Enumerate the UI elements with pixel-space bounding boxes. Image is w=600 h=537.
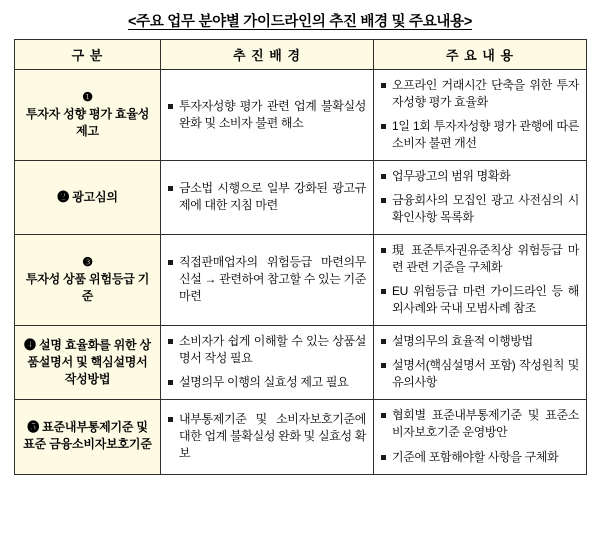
table-header-row bbox=[15, 40, 587, 70]
row-category-label: 설명 효율화를 위한 상품설명서 및 핵심설명서 작성방법 bbox=[27, 337, 151, 386]
background-list bbox=[168, 411, 366, 462]
row-category-cell bbox=[15, 235, 161, 326]
list-item: 금소법 시행으로 일부 강화된 광고규제에 대한 지침 마련 bbox=[168, 180, 366, 214]
background-list bbox=[168, 254, 366, 305]
row-category-label: 투자자 성향 평가 효율성 제고 bbox=[25, 107, 150, 139]
column-header-content: 주 요 내 용 bbox=[374, 40, 587, 70]
row-content-cell bbox=[374, 326, 587, 400]
table-row bbox=[15, 326, 587, 400]
list-item: 기준에 포함해야할 사항을 구체화 bbox=[381, 449, 579, 466]
row-content-cell bbox=[374, 161, 587, 235]
list-item: 現 표준투자권유준칙상 위험등급 마련 관련 기준을 구체화 bbox=[381, 242, 579, 276]
content-list bbox=[381, 333, 579, 391]
table-row bbox=[15, 161, 587, 235]
list-item: 1일 1회 투자자성향 평가 관행에 따른 소비자 불편 개선 bbox=[381, 118, 579, 152]
column-header-background: 추 진 배 경 bbox=[161, 40, 374, 70]
content-list bbox=[381, 77, 579, 152]
row-background-cell bbox=[161, 400, 374, 474]
list-item: 소비자가 쉽게 이해할 수 있는 상품설명서 작성 필요 bbox=[168, 333, 366, 367]
content-list bbox=[381, 168, 579, 226]
page-title: <주요 업무 분야별 가이드라인의 추진 배경 및 주요내용> bbox=[128, 14, 472, 30]
content-list bbox=[381, 407, 579, 465]
table-row bbox=[15, 400, 587, 474]
list-item: 직접판매업자의 위험등급 마련의무 신설 → 관련하여 참고할 수 있는 기준 마련 bbox=[168, 254, 366, 305]
row-background-cell bbox=[161, 161, 374, 235]
guideline-table bbox=[14, 39, 587, 475]
list-item: 설명서(핵심설명서 포함) 작성원칙 및 유의사항 bbox=[381, 357, 579, 391]
row-category-label: 투자성 상품 위험등급 기준 bbox=[25, 272, 150, 304]
row-marker: ❶ bbox=[82, 90, 93, 105]
background-list bbox=[168, 333, 366, 391]
row-content-cell bbox=[374, 400, 587, 474]
list-item: 설명의무의 효율적 이행방법 bbox=[381, 333, 579, 350]
list-item: 설명의무 이행의 실효성 제고 필요 bbox=[168, 374, 366, 391]
row-content-cell bbox=[374, 235, 587, 326]
row-category-cell bbox=[15, 161, 161, 235]
list-item: 내부통제기준 및 소비자보호기준에 대한 업계 불확실성 완화 및 실효성 확보 bbox=[168, 411, 366, 462]
background-list bbox=[168, 180, 366, 214]
list-item-note: EU 위험등급 마련 가이드라인 등 해외사례와 국내 모범사례 참조 bbox=[381, 283, 579, 317]
content-list bbox=[381, 242, 579, 317]
row-marker: ❹ bbox=[24, 337, 36, 352]
row-category-label: 광고심의 bbox=[72, 189, 118, 204]
list-item: 업무광고의 범위 명확화 bbox=[381, 168, 579, 185]
row-category-cell bbox=[15, 400, 161, 474]
table-row bbox=[15, 235, 587, 326]
row-marker: ❸ bbox=[82, 255, 93, 270]
row-category-label: 표준내부통제기준 및 표준 금융소비자보호기준 bbox=[23, 420, 152, 452]
row-background-cell bbox=[161, 70, 374, 161]
row-category-cell bbox=[15, 326, 161, 400]
table-row bbox=[15, 70, 587, 161]
list-item: 투자자성향 평가 관련 업계 불확실성 완화 및 소비자 불편 해소 bbox=[168, 98, 366, 132]
background-list bbox=[168, 98, 366, 132]
row-marker: ❺ bbox=[27, 420, 39, 435]
row-background-cell bbox=[161, 235, 374, 326]
row-background-cell bbox=[161, 326, 374, 400]
list-item: 금융회사의 모집인 광고 사전심의 시 확인사항 목록화 bbox=[381, 192, 579, 226]
row-marker: ❷ bbox=[57, 189, 70, 204]
row-content-cell bbox=[374, 70, 587, 161]
row-category-cell bbox=[15, 70, 161, 161]
list-item: 협회별 표준내부통제기준 및 표준소비자보호기준 운영방안 bbox=[381, 407, 579, 441]
column-header-category: 구 분 bbox=[15, 40, 161, 70]
list-item: 오프라인 거래시간 단축을 위한 투자자성향 평가 효율화 bbox=[381, 77, 579, 111]
